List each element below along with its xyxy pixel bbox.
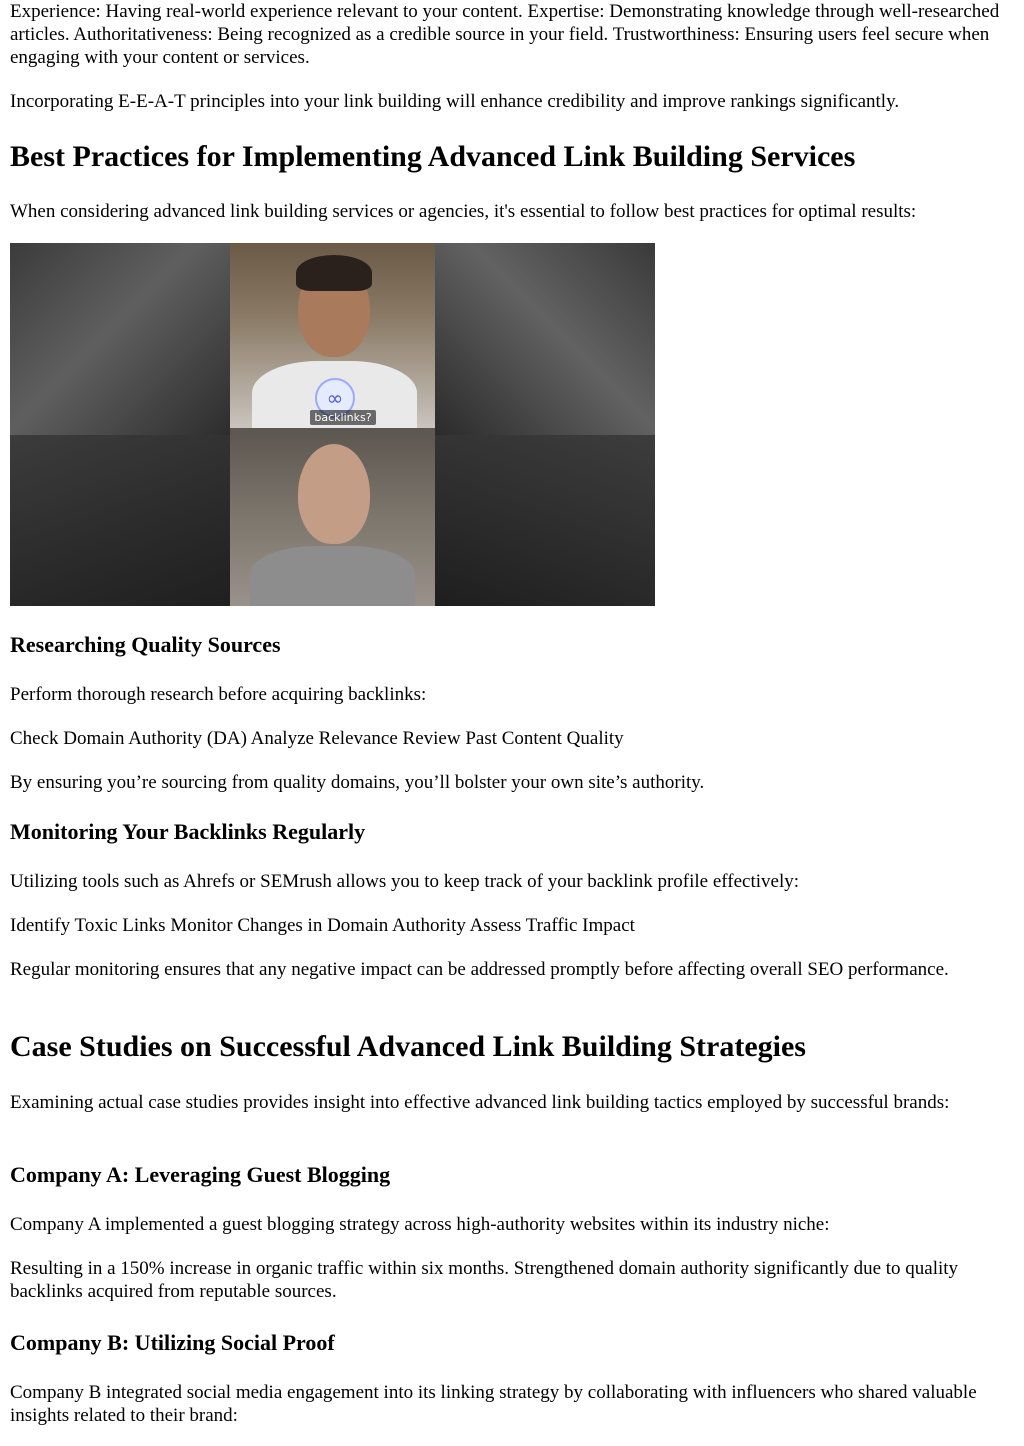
video-tile-bottom-right [435, 435, 655, 606]
eeat-summary: Incorporating E-E-A-T principles into your link building will enhance credibility and improve rankings significantly. [10, 91, 900, 112]
researching-outro: By ensuring you’re sourcing from quality domains, you’ll bolster your own site’s authority. [10, 772, 705, 793]
monitoring-items: Identify Toxic Links Monitor Changes in Domain Authority Assess Traffic Impact [10, 915, 635, 936]
video-tile-top-right [435, 243, 655, 435]
best-practices-intro: When considering advanced link building services or agencies, it's essential to follow best practices for optimal results: [10, 201, 917, 222]
video-tile-bottom-speaker [230, 428, 435, 606]
monitoring-intro: Utilizing tools such as Ahrefs or SEMrush allows you to keep track of your backlink profile effectively: [10, 871, 800, 892]
best-practices-heading: Best Practices for Implementing Advanced Link Building Services [10, 140, 856, 173]
company-a-heading: Company A: Leveraging Guest Blogging [10, 1162, 391, 1187]
researching-heading: Researching Quality Sources [10, 632, 281, 657]
case-studies-heading: Case Studies on Successful Advanced Link Building Strategies [10, 1030, 806, 1063]
case-studies-intro: Examining actual case studies provides insight into effective advanced link building tactics employed by successful brands: [10, 1092, 950, 1113]
company-b-heading: Company B: Utilizing Social Proof [10, 1330, 335, 1355]
link-icon: ∞ [315, 378, 355, 418]
eeat-paragraph: Experience: Having real-world experience relevant to your content. Expertise: Demonstrating knowledge through well-researched articles. Authoritativeness: Being recognized as a credible source in your field. Trustworthiness: Ensuring users feel secure when engaging with your content or services. [10, 1, 1000, 68]
speaker-face [298, 444, 370, 544]
monitoring-heading: Monitoring Your Backlinks Regularly [10, 819, 366, 844]
image-caption: backlinks? [310, 410, 376, 425]
company-a-results: Resulting in a 150% increase in organic traffic within six months. Strengthened domain authority significantly due to quality backlinks acquired from reputable sources. [10, 1258, 959, 1302]
company-b-intro: Company B integrated social media engagement into its linking strategy by collaborating with influencers who shared valuable insights related to their brand: [10, 1382, 977, 1426]
researching-items: Check Domain Authority (DA) Analyze Relevance Review Past Content Quality [10, 728, 624, 749]
speaker-hair [296, 255, 372, 291]
video-tile-top-left [10, 243, 230, 435]
company-a-intro: Company A implemented a guest blogging strategy across high-authority websites within its industry niche: [10, 1214, 830, 1235]
video-tile-bottom-left [10, 435, 230, 606]
speaker-shirt [250, 546, 415, 606]
researching-intro: Perform thorough research before acquiring backlinks: [10, 684, 427, 705]
monitoring-outro: Regular monitoring ensures that any negative impact can be addressed promptly before affecting overall SEO performance. [10, 959, 949, 980]
